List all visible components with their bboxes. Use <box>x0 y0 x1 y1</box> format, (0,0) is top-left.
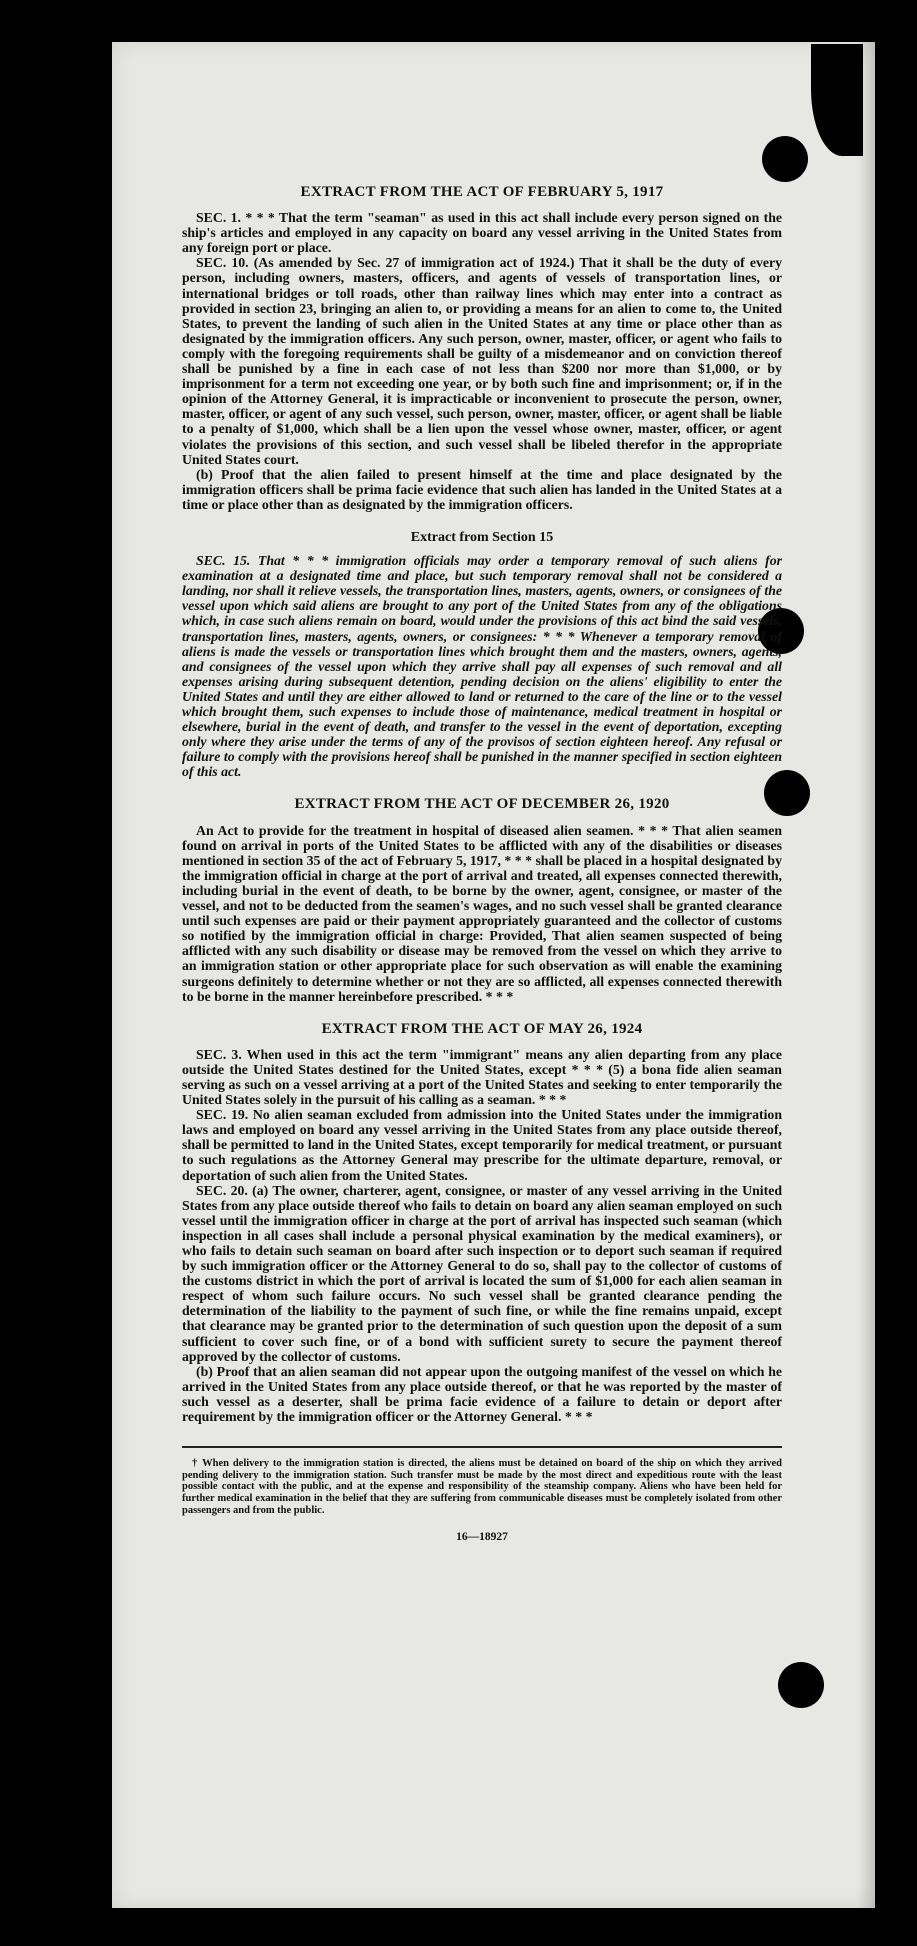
document-body <box>182 185 782 1545</box>
section-dec-1920 <box>182 797 782 1003</box>
section-heading: EXTRACT FROM THE ACT OF MAY 26, 1924 <box>321 1020 643 1037</box>
paragraph: SEC. 1. * * * That the term "seaman" as used in this act shall include every person signed on the ship's articles and employed in any capacity on board any vessel arriving in the United States from any foreign port or place. <box>182 210 782 256</box>
section-feb-1917 <box>182 185 782 512</box>
paragraph: SEC. 20. (a) The owner, charterer, agent, consignee, or master of any vessel arriving in the United States from any place outside thereof who fails to detain on board any alien seaman employed on such vessel until the immigration officer in charge at the port of arrival has inspected such seaman (which inspection in all cases shall include a personal physical examination by the medical examiners), or who fails to detain such seaman on board after such inspection or to deport such seaman if required by such immigration officer or the Attorney General to do so, shall pay to the collector of customs of the customs district in which the port of arrival is located the sum of $1,000 for each alien seaman in respect of whom such failure occurs. No such vessel shall be granted clearance pending the determination of the liability to the payment of such fine, or while the fine remains unpaid, except that clearance may be granted prior to the determination of such question upon the deposit of a sum sufficient to cover such fine, or of a bond with sufficient surety to secure the payment thereof approved by the collector of customs. <box>182 1182 782 1364</box>
section-heading: EXTRACT FROM THE ACT OF FEBRUARY 5, 1917 <box>300 184 664 200</box>
paragraph: (b) Proof that an alien seaman did not appear upon the outgoing manifest of the vessel on which he arrived in the United States from any place outside thereof, or that he was reported by the master of such vessel as a deserter, shall be prima facie evidence of a failure to detain or deport after requirement by the immigration officer or the Attorney General. * * * <box>182 1363 782 1425</box>
paragraph: SEC. 10. (As amended by Sec. 27 of immigration act of 1924.) That it shall be the duty of every person, including owners, masters, officers, and agents of vessels of transportation lines, or international bridges or toll roads, other than railway lines which may enter into a contract as provided in section 23, bringing an alien to, or providing a means for an alien to come to, the United States, to prevent the landing of such alien in the United States at any time or place other than as designated by the immigration officers. Any such person, owner, master, officer, or agent who fails to comply with the foregoing requirements shall be guilty of a misdemeanor and on conviction thereof shall be punished by a fine in each case of not less than $200 nor more than $1,000, or by imprisonment for a term not exceeding one year, or by both such fine and imprisonment; or, if in the opinion of the Attorney General, it is impracticable or inconvenient to prosecute the person, owner, master, officer, or agent of any such vessel, such person, owner, master, officer, or agent shall be liable to a penalty of $1,000, which shall be a lien upon the vessel whose owner, master, officer, or agent violates the provisions of this section, and such vessel shall be libeled therefor in the appropriate United States court. <box>182 255 782 467</box>
punch-hole-1 <box>762 136 808 182</box>
footnote-divider <box>182 1446 782 1448</box>
section-15-extract <box>182 530 782 780</box>
section-subheading: Extract from Section 15 <box>410 529 554 545</box>
section-heading: EXTRACT FROM THE ACT OF DECEMBER 26, 1920 <box>294 796 670 813</box>
paragraph: An Act to provide for the treatment in hospital of diseased alien seamen. * * * That alien seamen found on arrival in ports of the United States to be afflicted with any of the disabilities or diseases mentioned in section 35 of the act of February 5, 1917, * * * shall be placed in a hospital designated by the immigration official in charge at the port of arrival and treated, all expenses connected therewith, including burial in the event of death, to be borne by the owner, agent, consignee, or master of the vessel, and not to be deducted from the seamen's wages, and no such vessel shall be granted clearance until such expenses are paid or their payment appropriately guaranteed and the collector of customs so notified by the immigration official in charge: Provided, That alien seamen suspected of being afflicted with any such disability or disease may be removed from the vessel on which they arrive to an immigration station or other appropriate place for such observation as will enable the examining surgeons definitely to determine whether or not they are so afflicted, all expenses connected therewith to be borne in the manner hereinbefore prescribed. * * * <box>182 822 782 1004</box>
section-may-1924 <box>182 1022 782 1424</box>
punch-hole-4 <box>778 1662 824 1708</box>
paragraph: SEC. 3. When used in this act the term "immigrant" means any alien departing from any place outside the United States destined for the United States, except * * * (5) a bona fide alien seaman serving as such on a vessel arriving at a port of the United States and seeking to enter temporarily the United States solely in the pursuit of his calling as a seaman. * * * <box>182 1046 782 1108</box>
paragraph: (b) Proof that the alien failed to present himself at the time and place designated by the immigration officers shall be prima facie evidence that such alien has landed in the United States at a time or place other than as designated by the immigration officers. <box>182 466 782 512</box>
paragraph: SEC. 15. That * * * immigration officials may order a temporary removal of such aliens for examination at a designated time and place, but such temporary removal shall not be considered a landing, nor shall it relieve vessels, the transportation lines, masters, agents, owners, or consignees of the vessel upon which said aliens are brought to any port of the United States from any of the obligations which, in case such aliens remain on board, would under the provisions of this act bind the said vessels, transportation lines, masters, agents, owners, or consignees: * * * Whenever a temporary removal of aliens is made the vessels or transportation lines which brought them and the masters, owners, agents, and consignees of the vessel upon which they arrive shall pay all expenses of such removal and all expenses arising during subsequent detention, pending decision on the aliens' eligibility to enter the United States and until they are either allowed to land or returned to the care of the line or to the vessel which brought them, such expenses to include those of maintenance, medical treatment in hospital or elsewhere, burial in the event of death, and transfer to the vessel in the event of deportation, excepting only where they arise under the terms of any of the provisos of section eighteen hereof. Any refusal or failure to comply with the provisions hereof shall be punished in the manner specified in section eighteen of this act. <box>182 553 782 780</box>
form-code: 16—18927 <box>456 1531 508 1544</box>
paragraph: SEC. 19. No alien seaman excluded from admission into the United States under the immigration laws and employed on board any vessel arriving in the United States from any place outside thereof, shall be permitted to land in the United States, except temporarily for medical treatment, or pursuant to such regulations as the Attorney General may prescribe for the ultimate departure, removal, or deportation of such alien from the United States. <box>182 1107 782 1183</box>
footnote: † When delivery to the immigration station is directed, the aliens must be detained on board of the ship on which they arrived pending delivery to the immigration station. Such transfer must be made by the most direct and expeditious route with the least possible contact with the public, and at the expense and responsibility of the steamship company. Aliens who have been held for further medical examination in the belief that they are suffering from communicable diseases must be completely isolated from other passengers and from the public. <box>182 1458 782 1516</box>
